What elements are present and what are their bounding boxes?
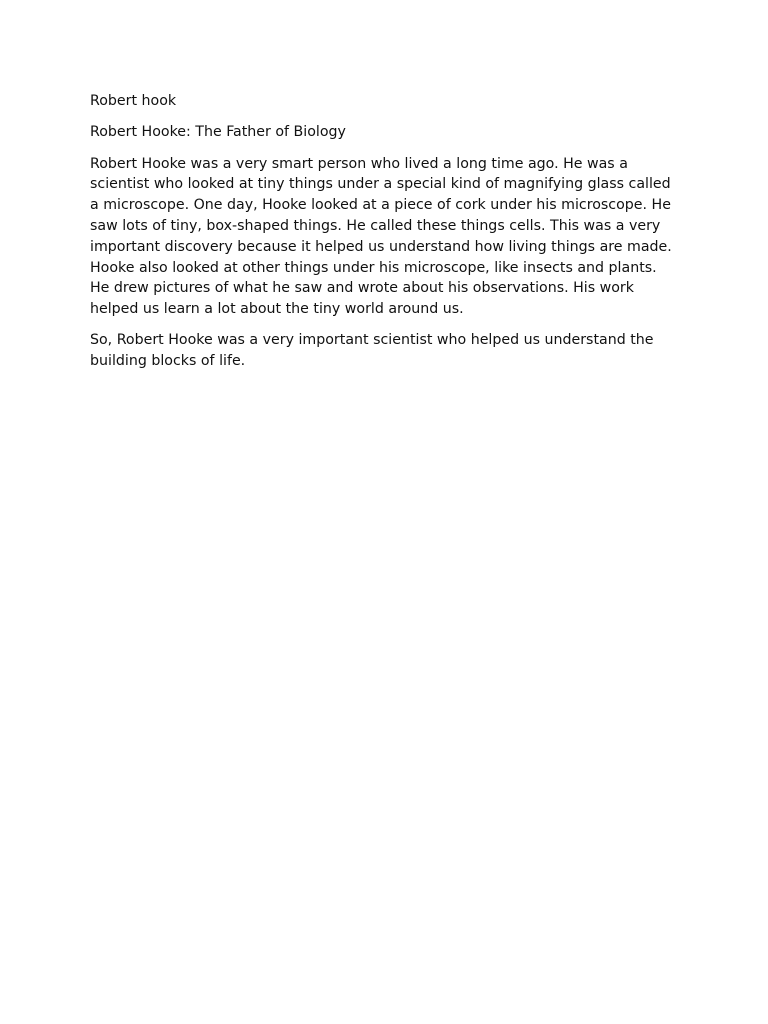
document-title: Robert hook (90, 93, 177, 109)
body-paragraph: Robert Hooke was a very smart person who lived a long time ago. He was a scientist who looked at tiny things under a special kind of magnifying glass called a microscope. One day, Hooke looked at a piece of cork under his microscope. He saw lots of tiny, box-shaped things. He called these things cells. This was a very important discovery because it helped us understand how living things are made. Hooke also looked at other things under his microscope, like insects and plants. He drew pictures of what he saw and wrote about his observations. His work helped us learn a lot about the tiny world around us. (90, 155, 672, 318)
document-heading: Robert Hooke: The Father of Biology (90, 124, 346, 141)
body-paragraph: So, Robert Hooke was a very important scientist who helped us understand the building blocks of life. (90, 332, 654, 370)
document-page (90, 91, 680, 383)
